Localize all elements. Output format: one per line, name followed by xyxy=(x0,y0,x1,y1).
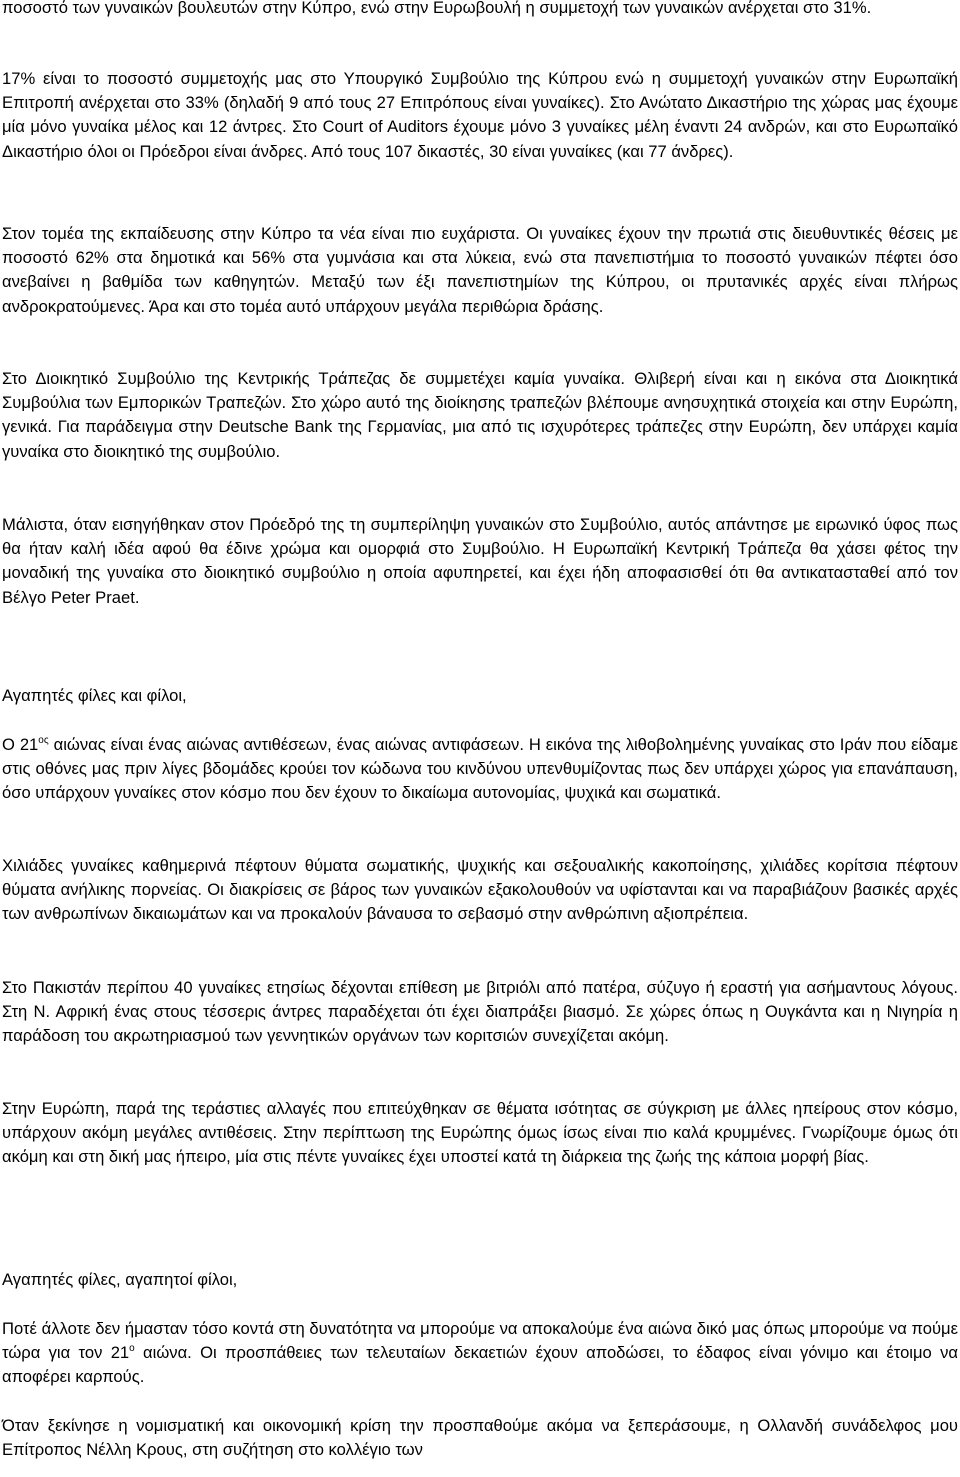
paragraph-pakistan: Στο Πακιστάν περίπου 40 γυναίκες ετησίως δέχονται επίθεση με βιτριόλι από πατέρα, σύζυγο ή εραστή για ασήμαντους λόγους. Στη Ν. Αφρική ένας στους τέσσερις άντρες παραδέχεται ότι έχει διαπράξει βιασμό. Σε χώρες όπως η Ουγκάντα και η Νιγηρία η παράδοση του ακρωτηριασμού των γεννητικών οργάνων των κοριτσιών συνεχίζεται ακόμη. xyxy=(2,978,958,1046)
paragraph-greeting-2: Αγαπητές φίλες, αγαπητοί φίλοι, xyxy=(2,1270,238,1289)
paragraph-council-participation: 17% είναι το ποσοστό συμμετοχής μας στο Υπουργικό Συμβούλιο της Κύπρου ενώ η συμμετοχή γυναικών στην Ευρωπαϊκή Επιτροπή ανέρχεται στο 33% (δηλαδή 9 από τους 27 Επιτρόπους είναι γυναίκες). Στο Ανώτατο Δικαστήριο της χώρας μας έχουμε μία μόνο γυναίκα μέλος και 12 άντρες. Στο Court of Auditors έχουμε μόνο 3 γυναίκες μέλη έναντι 24 ανδρών, και στο Ευρωπαϊκό Δικαστήριο όλοι οι Πρόεδροι είναι άνδρες. Από τους 107 δικαστές, 30 είναι γυναίκες (και 77 άνδρες). xyxy=(2,69,958,161)
paragraph-crisis: Όταν ξεκίνησε η νομισματική και οικονομική κρίση την προσπαθούμε ακόμα να ξεπεράσουμε, η Ολλανδή συνάδελφος μου Επίτροπος Νέλλη Κρους, στη συζήτηση στο κολλέγιο των xyxy=(2,1416,958,1460)
text-after-sup: αιώνα. Οι προσπάθειες των τελευταίων δεκαετιών έχουν αποδώσει, το έδαφος είναι γόνιμο και έτοιμο να αποφέρει καρπούς. xyxy=(2,1343,958,1387)
paragraph-education: Στον τομέα της εκπαίδευσης στην Κύπρο τα νέα είναι πιο ευχάριστα. Οι γυναίκες έχουν την πρωτιά στις διευθυντικές θέσεις με ποσοστό 62% στα δημοτικά και 56% στα γυμνάσια και στα λύκεια, ενώ στα πανεπιστήμια το ποσοστό γυναικών πέφτει όσο ανεβαίνει η βαθμίδα των καθηγητών. Μεταξύ των έξι πανεπιστημίων της Κύπρου, οι πρυτανικές αρχές είναι πλήρως ανδροκρατούμενες. Άρα και στο τομέα αυτό υπάρχουν μεγάλα περιθώρια δράσης. xyxy=(2,224,958,316)
paragraph-europe: Στην Ευρώπη, παρά της τεράστιες αλλαγές που επιτεύχθηκαν σε θέματα ισότητας σε σύγκριση με άλλες ηπείρους στον κόσμο, υπάρχουν ακόμη μεγάλες αντιθέσεις. Στην περίπτωση της Ευρώπης όμως ίσως είναι πιο καλά κρυμμένες. Γνωρίζουμε όμως ότι ακόμη και στη δική μας ήπειρο, μία στις πέντε γυναίκες έχει υποστεί κατά τη διάρκεια της ζωής της κάποια μορφή βίας. xyxy=(2,1099,958,1167)
text-after-sup: αιώνας είναι ένας αιώνας αντιθέσεων, ένας αιώνας αντιφάσεων. Η εικόνα της λιθοβολημένης γυναίκας στο Ιράν που είδαμε στις οθόνες μας πριν λίγες βδομάδες κρούει τον κώδωνα του κινδύνου υπενθυμίζοντας πως δεν υπάρχει χώρος για επανάπαυση, όσο υπάρχουν γυναίκες στον κόσμο που δεν έχουν το δικαίωμα αυτονομίας, ψυχικά και σωματικά. xyxy=(2,735,958,803)
text-before-sup: Ο 21 xyxy=(2,735,39,754)
paragraph-president-reply: Μάλιστα, όταν εισηγήθηκαν στον Πρόεδρό της τη συμπερίληψη γυναικών στο Συμβούλιο, αυτός απάντησε με ειρωνικό ύφος πως θα ήταν καλή ιδέα αφού θα έδινε χρώμα και ομορφιά στο Συμβούλιο. Η Ευρωπαϊκή Κεντρική Τράπεζα θα χάσει φέτος την μοναδική της γυναίκα στο διοικητικό συμβούλιο η οποία αφυπηρετεί, και έχει ήδη αποφασισθεί ότι θα αντικατασταθεί από τον Βέλγο Peter Praet. xyxy=(2,515,958,607)
text-before-sup: Ποτέ άλλοτε δεν ήμασταν τόσο κοντά στη δυνατότητα να μπορούμε να αποκαλούμε ένα αιώνα δικό μας όπως μπορούμε να πούμε τώρα για τον 21 xyxy=(2,1319,958,1363)
paragraph-women-mps: ποσοστό των γυναικών βουλευτών στην Κύπρο, ενώ στην Ευρωβουλή η συμμετοχή των γυναικών ανέρχεται στο 31%. xyxy=(2,0,872,17)
paragraph-violence: Χιλιάδες γυναίκες καθημερινά πέφτουν θύματα σωματικής, ψυχικής και σεξουαλικής κακοποίησης, χιλιάδες κορίτσια πέφτουν θύματα ανήλικης πορνείας. Οι διακρίσεις σε βάρος των γυναικών εξακολουθούν να υφίστανται και να παραβιάζουν βασικές αρχές των ανθρωπίνων δικαιωμάτων και να προκαλούν βάναυσα το σεβασμό στην ανθρώπινη αξιοπρέπεια. xyxy=(2,856,958,924)
ordinal-superscript: ος xyxy=(38,735,49,746)
paragraph-21st-century xyxy=(2,733,958,806)
ordinal-superscript: ο xyxy=(129,1343,135,1355)
paragraph-our-century xyxy=(2,1317,958,1390)
paragraph-central-bank: Στο Διοικητικό Συμβούλιο της Κεντρικής Τράπεζας δε συμμετέχει καμία γυναίκα. Θλιβερή είναι και η εικόνα στα Διοικητικά Συμβούλια των Εμπορικών Τραπεζών. Στο χώρο αυτό της διοίκησης τραπεζών βλέπουμε ανησυχητικά στοιχεία και στην Ευρώπη, γενικά. Για παράδειγμα στην Deutsche Bank της Γερμανίας, μια από τις ισχυρότερες τράπεζες στην Ευρώπη, δεν υπάρχει καμία γυναίκα στο διοικητικό της συμβούλιο. xyxy=(2,369,958,461)
paragraph-greeting-1: Αγαπητές φίλες και φίλοι, xyxy=(2,686,187,705)
